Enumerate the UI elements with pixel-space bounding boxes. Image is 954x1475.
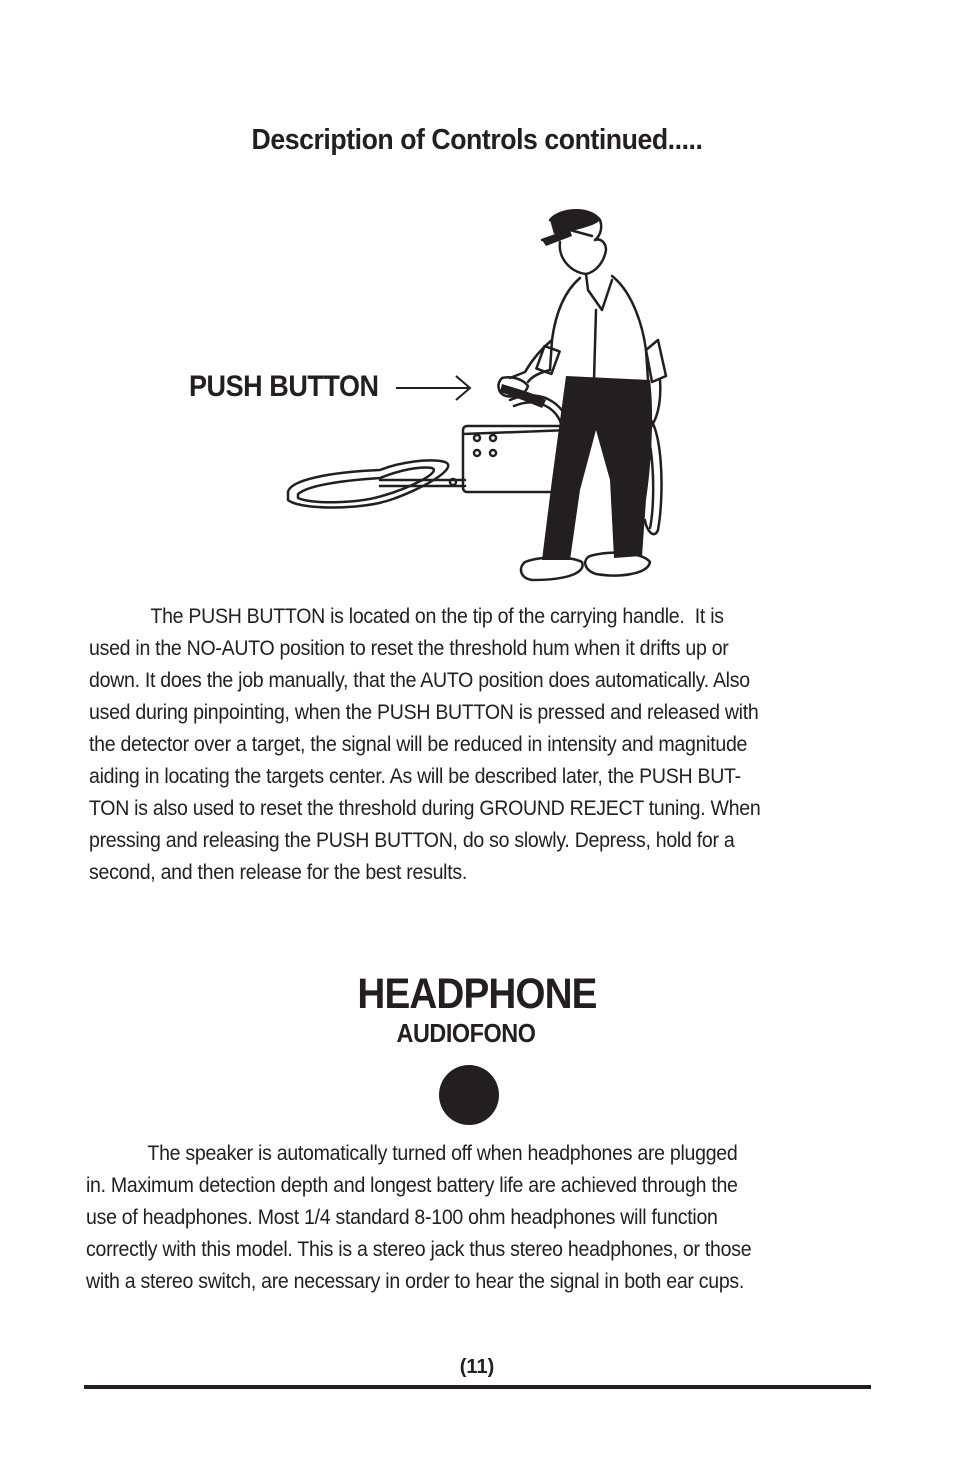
page-title: Description of Controls continued..... xyxy=(251,124,703,156)
headphone-description xyxy=(86,1138,876,1298)
paragraph-line: The PUSH BUTTON is located on the tip of the carrying handle. It is xyxy=(89,605,724,628)
push-button-callout-label: PUSH BUTTON xyxy=(189,370,379,403)
paragraph-line: down. It does the job manually, that the AUTO position does automatically. Also xyxy=(89,669,750,692)
page-number: (11) xyxy=(459,1356,495,1378)
paragraph-line: with a stereo switch, are necessary in order to hear the signal in both ear cups. xyxy=(86,1270,745,1293)
paragraph-line: pressing and releasing the PUSH BUTTON, do so slowly. Depress, hold for a xyxy=(89,829,735,852)
paragraph-line: use of headphones. Most 1/4 standard 8-100 ohm headphones will function xyxy=(86,1206,718,1229)
paragraph-line: in. Maximum detection depth and longest battery life are achieved through the xyxy=(86,1174,738,1197)
callout-arrow-icon xyxy=(394,374,474,402)
paragraph-line: aiding in locating the targets center. As will be described later, the PUSH BUT- xyxy=(89,765,741,788)
paragraph-line: The speaker is automatically turned off when headphones are plugged xyxy=(86,1142,738,1165)
headphone-jack-icon xyxy=(439,1065,499,1125)
headphone-heading: HEADPHONE xyxy=(357,970,597,1018)
paragraph-line: used during pinpointing, when the PUSH BUTTON is pressed and released with xyxy=(89,701,759,724)
headphone-subheading: AUDIOFONO xyxy=(396,1018,536,1048)
paragraph-line: TON is also used to reset the threshold during GROUND REJECT tuning. When xyxy=(89,797,761,820)
paragraph-line: used in the NO-AUTO position to reset the threshold hum when it drifts up or xyxy=(89,637,729,660)
paragraph-line: correctly with this model. This is a stereo jack thus stereo headphones, or those xyxy=(86,1238,752,1261)
paragraph-line: the detector over a target, the signal will be reduced in intensity and magnitude xyxy=(89,733,748,756)
paragraph-line: second, and then release for the best results. xyxy=(89,861,468,884)
push-button-description xyxy=(89,601,879,889)
footer-divider xyxy=(84,1385,871,1389)
